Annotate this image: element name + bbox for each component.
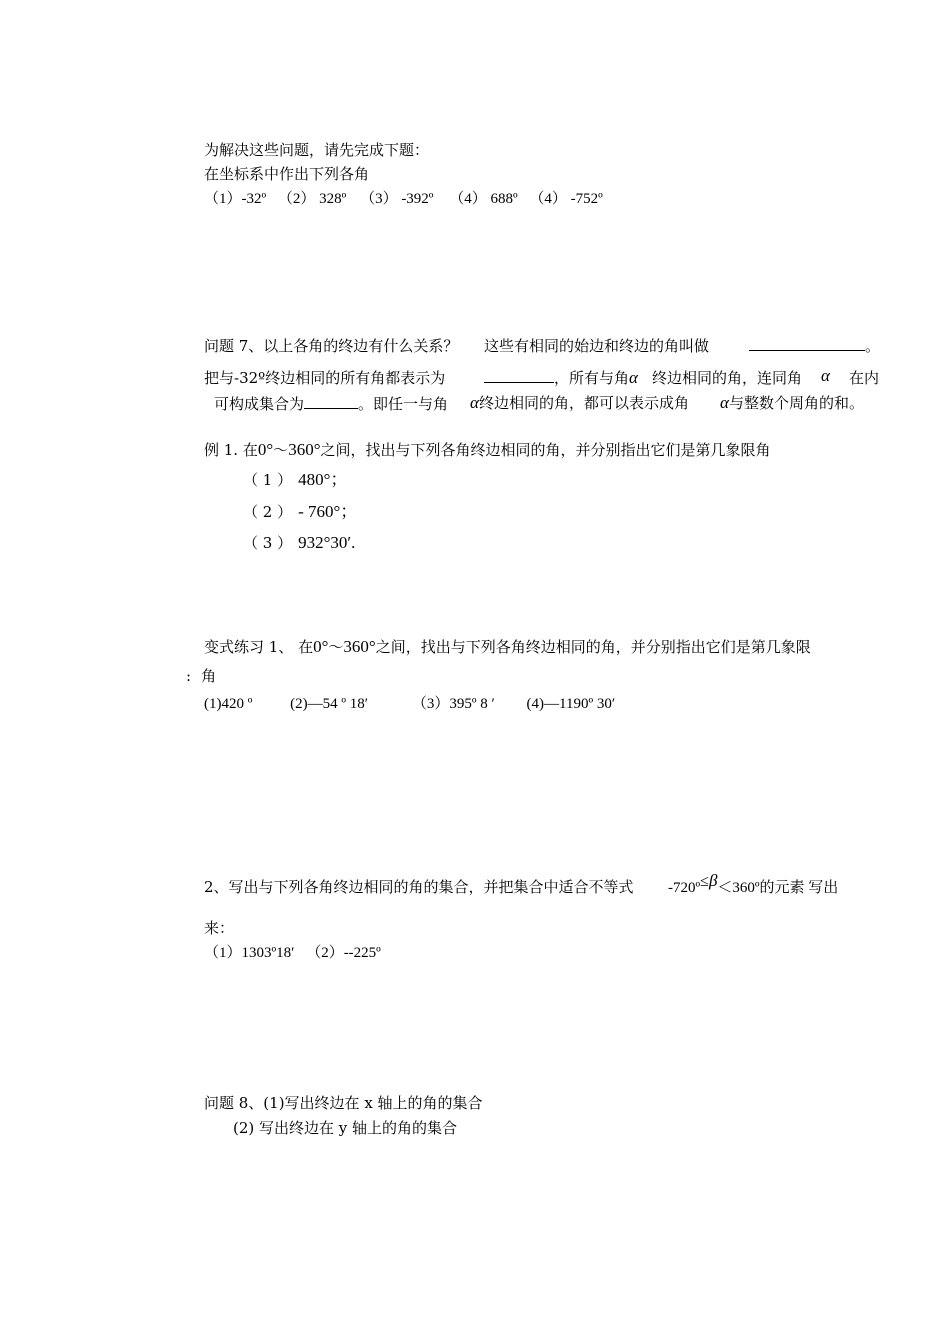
ex1-item-3: （ 3 ） 932°30′. [243,533,356,552]
q7-line-2b: ，所有与角α [484,368,638,388]
q2-inequality: -720º≤β＜360º的元素 写出 [668,871,839,896]
angle-item-1: （1）-32º [204,191,267,207]
q7-blank-1: 。 [749,336,880,356]
var1-item-2: (2)—54 º 18′ [290,696,369,712]
q8-line-1: 问题 8、(1)写出终边在 x 轴上的角的集合 [204,1094,483,1112]
var1-item-1: (1)420 º [204,696,253,712]
angle-item-5: （4） -752º [529,191,603,207]
intro-line-2: 在坐标系中作出下列各角 [204,165,370,183]
var1-heading: 变式练习 1、 在0°～360°之间，找出与下列各角终边相同的角，并分别指出它们是第几象限 [204,637,811,656]
q2-items [204,943,381,963]
q2-line-2: 来： [204,919,235,937]
q7-line-1b: 这些有相同的始边和终边的角叫做 [484,337,710,355]
var1-tail: : 角 [186,667,217,685]
var1-item-4: (4)—1190º 30′ [526,696,616,712]
var1-items [204,694,615,714]
q7-line-2d: 在内 [849,369,880,387]
q7-line-3b: α终边相同的角，都可以表示成角 [470,393,689,412]
q7-line-2a: 把与-32º终边相同的所有角都表示为 [204,369,446,387]
q7-line-3c: α与整数个周角的和。 [720,393,864,412]
angle-item-3: （3） -392º [360,191,434,207]
angle-item-4: （4） 688º [449,191,518,207]
ex1-item-1: （ 1 ） 480°； [243,470,348,489]
angle-item-2: （2） 328º [277,191,347,207]
intro-line-1: 为解决这些问题，请先完成下题： [204,141,430,159]
q7-line-3a: 可构成集合为 。即任一与角 [214,395,449,413]
ex1-item-2: （ 2 ） - 760°； [243,502,358,521]
q8-line-2: (2) 写出终边在 y 轴上的角的集合 [233,1119,458,1137]
q7-line-1: 问题 7、以上各角的终边有什么关系？ [204,337,459,355]
ex1-heading: 例 1. 在0°～360°之间，找出与下列各角终边相同的角，并分别指出它们是第几象限角 [204,440,771,459]
var1-item-3: （3）395º 8 ′ [411,696,495,712]
q7-line-2c: 终边相同的角，连同角 [652,369,803,387]
alpha-symbol: α [821,366,830,385]
q2-line-1: 2、写出与下列各角终边相同的角的集合，并把集合中适合不等式 [204,878,634,896]
q2-item-2: （2）--225º [306,945,381,961]
q2-item-1: （1）1303º18′ [204,945,295,961]
intro-angles [204,189,603,209]
